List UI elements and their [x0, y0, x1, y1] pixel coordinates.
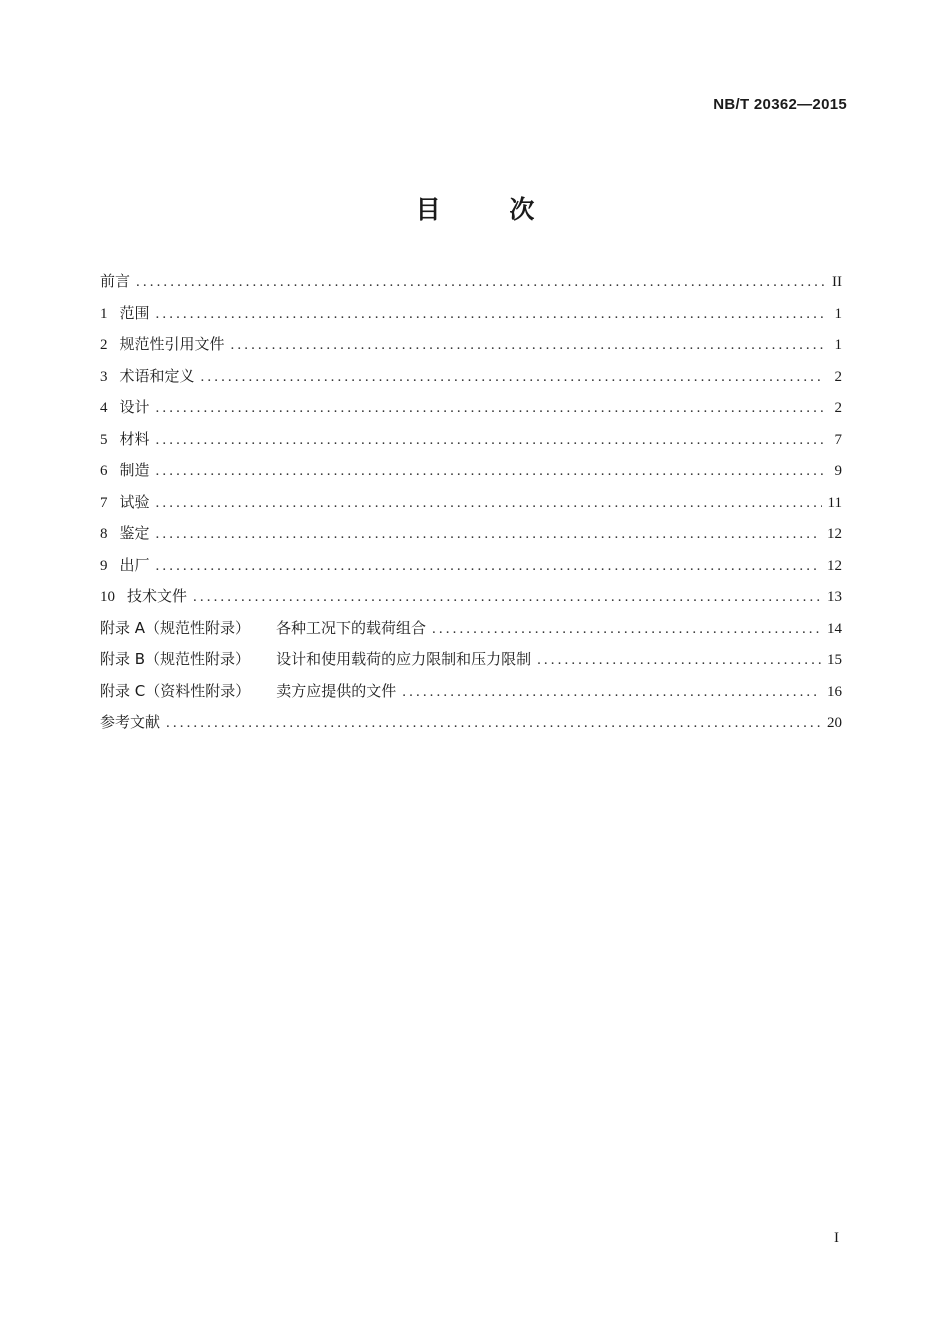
- toc-page-number: 20: [827, 715, 842, 731]
- toc-entry-title: 技术文件: [127, 587, 188, 605]
- toc-section-number: 7: [100, 494, 108, 511]
- toc-page-number: 16: [827, 683, 842, 700]
- toc-entry-title: 范围: [119, 303, 150, 322]
- toc-entry-1[interactable]: [100, 302, 842, 334]
- toc-entry-appendix-a[interactable]: [100, 617, 842, 649]
- toc-page-number: 1: [834, 305, 842, 322]
- toc-entry-appendix-c[interactable]: [100, 680, 842, 712]
- toc-page-number: 2: [834, 368, 842, 385]
- toc-dot-leader: [166, 715, 821, 732]
- toc-entry-title: 鉴定: [119, 524, 150, 542]
- toc-entry-6[interactable]: [100, 459, 842, 491]
- toc-entry-title: 规范性引用文件: [119, 335, 225, 353]
- toc-entry-appendix-b[interactable]: [100, 648, 842, 680]
- toc-entry-4[interactable]: [100, 396, 842, 428]
- toc-appendix-label: 附录 A（规范性附录）: [100, 618, 251, 637]
- toc-section-number: 6: [100, 463, 108, 479]
- toc-entry-title: 材料: [119, 429, 150, 448]
- toc-dot-leader: [156, 558, 821, 575]
- toc-dot-leader: [231, 337, 824, 354]
- toc-dot-leader: [432, 621, 821, 638]
- toc-dot-leader: [156, 432, 824, 449]
- toc-page-number: 14: [827, 620, 842, 637]
- toc-section-number: 9: [100, 557, 108, 574]
- toc-page-number: II: [832, 274, 842, 290]
- toc-entry-2[interactable]: [100, 333, 842, 365]
- toc-dot-leader: [537, 652, 821, 669]
- toc-entry-title: 各种工况下的载荷组合: [276, 618, 427, 637]
- toc-dot-leader: [156, 526, 821, 543]
- toc-page-number: 11: [827, 494, 842, 511]
- table-of-contents: [100, 270, 842, 743]
- toc-dot-leader: [136, 274, 824, 291]
- toc-entry-title: 设计和使用载荷的应力限制和压力限制: [276, 650, 532, 668]
- toc-section-number: 10: [100, 589, 115, 605]
- toc-section-number: 8: [100, 526, 108, 542]
- toc-entry-title: 参考文献: [100, 713, 161, 731]
- toc-dot-leader: [156, 306, 824, 323]
- toc-page-number: 2: [834, 400, 842, 416]
- toc-page-number: 12: [827, 526, 842, 542]
- toc-entry-title: 出厂: [119, 555, 150, 574]
- toc-appendix-label: 附录 C（资料性附录）: [100, 681, 251, 700]
- toc-entry-3[interactable]: [100, 365, 842, 397]
- toc-page-number: 12: [827, 557, 842, 574]
- toc-page-number: 13: [827, 589, 842, 605]
- toc-dot-leader: [201, 369, 824, 386]
- toc-entry-title: 制造: [119, 461, 150, 479]
- toc-entry-title: 术语和定义: [119, 366, 195, 385]
- standard-number: NB/T 20362—2015: [713, 96, 847, 113]
- page-title: 目 次: [415, 195, 565, 224]
- toc-page-number: 15: [827, 652, 842, 668]
- toc-entry-preface[interactable]: [100, 270, 842, 302]
- toc-section-number: 3: [100, 368, 108, 385]
- toc-entry-7[interactable]: [100, 491, 842, 523]
- toc-entry-title: 前言: [100, 272, 131, 290]
- toc-entry-9[interactable]: [100, 554, 842, 586]
- toc-entry-title: 卖方应提供的文件: [276, 681, 397, 700]
- toc-entry-title: 试验: [119, 492, 150, 511]
- toc-section-number: 2: [100, 337, 108, 353]
- toc-appendix-label: 附录 B（规范性附录）: [100, 650, 251, 668]
- toc-entry-title: 设计: [119, 398, 150, 416]
- toc-entry-10[interactable]: [100, 585, 842, 617]
- toc-section-number: 4: [100, 400, 108, 416]
- toc-page-number: 9: [834, 463, 842, 479]
- toc-section-number: 5: [100, 431, 108, 448]
- toc-dot-leader: [193, 589, 821, 606]
- toc-section-number: 1: [100, 305, 108, 322]
- toc-dot-leader: [402, 684, 821, 701]
- toc-dot-leader: [156, 400, 824, 417]
- page-number: I: [834, 1230, 839, 1246]
- toc-entry-5[interactable]: [100, 428, 842, 460]
- toc-dot-leader: [156, 463, 824, 480]
- toc-page-number: 7: [834, 431, 842, 448]
- toc-dot-leader: [156, 495, 822, 512]
- toc-entry-8[interactable]: [100, 522, 842, 554]
- toc-entry-references[interactable]: [100, 711, 842, 743]
- toc-page-number: 1: [834, 337, 842, 353]
